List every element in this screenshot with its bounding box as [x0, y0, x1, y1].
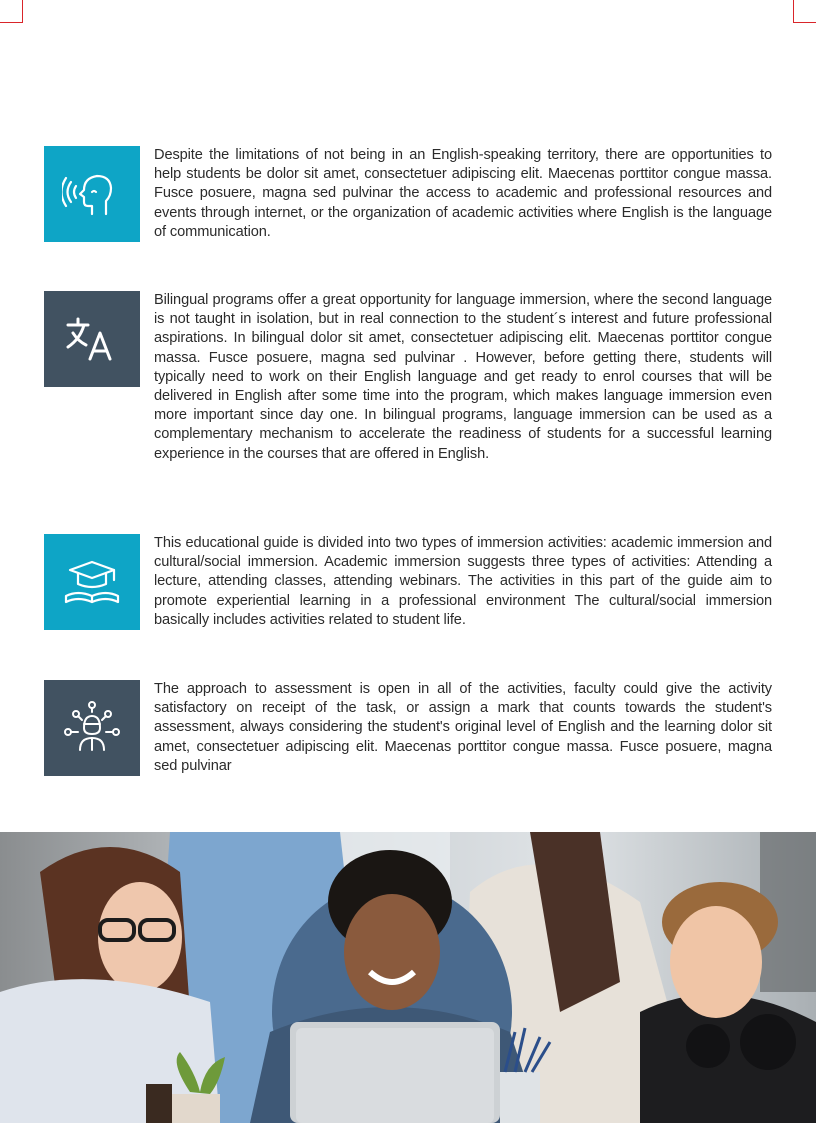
section-text: This educational guide is divided into two types of immersion activities: academic immersion and cultural/social immersion. Academic immersion suggests three types of activities: Attending a lecture, attending classes, attending webinars. The activities in this part of the guide aim to promote experiential learning in a professional environment The cultural/social immersion basically includes activities related to student life.	[154, 535, 772, 628]
students-photo	[0, 832, 816, 1123]
crop-mark-top-left	[0, 0, 23, 23]
section-text: The approach to assessment is open in all of the activities, faculty could give the activity satisfactory on receipt of the task, or assign a mark that counts towards the student's assessment, always considering the student's original level of English and the learning dolor sit amet, consectetuer adipiscing elit. Maecenas porttitor congue massa. Fusce posuere, magna sed pulvinar	[154, 681, 772, 774]
students-photo-illustration	[0, 832, 816, 1123]
section-text: Despite the limitations of not being in an English-speaking territory, there are opportunities to help students be dolor sit amet, consectetuer adipiscing elit. Maecenas porttitor congue massa. Fusce posuere, magna sed pulvinar the access to academic and professional resources and events through internet, or the organization of academic activities where English is the language of communication.	[154, 147, 772, 240]
section-text: Bilingual programs offer a great opportunity for language immersion, where the second language is not taught in isolation, but in real connection to the student´s interest and future professional aspirations. In bilingual dolor sit amet, consectetuer adipiscing elit. Maecenas porttitor congue massa. Fusce posuere, magna sed pulvinar . However, before getting there, students will typically need to work on their English language and get ready to enrol courses that will be delivered in English after some time into the program, which makes language immersion even more important since day one. In bilingual programs, language immersion can be used as a complementary mechanism to accelerate the readiness of students for a successful learning experience in the courses that are offered in English.	[154, 292, 772, 462]
speaking-head-icon	[44, 146, 140, 242]
translate-icon	[44, 291, 140, 387]
graduation-book-icon	[44, 534, 140, 630]
crop-mark-top-right	[793, 0, 816, 23]
student-network-icon	[44, 680, 140, 776]
